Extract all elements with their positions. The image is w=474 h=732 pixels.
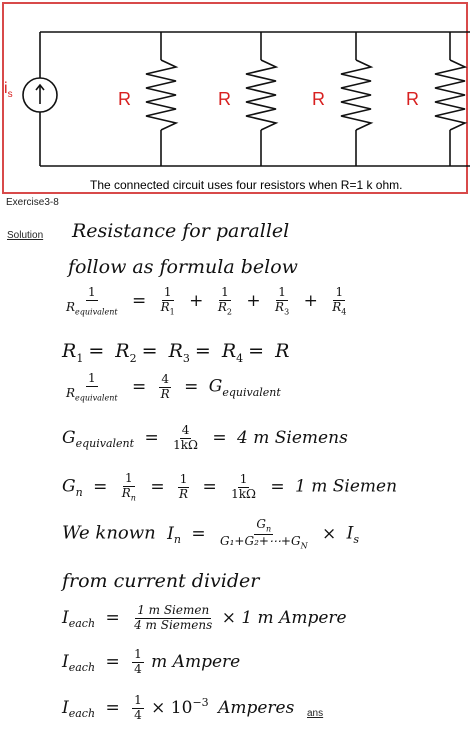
resistor-1 xyxy=(146,32,176,166)
heading-line-2: follow as formula below xyxy=(68,256,298,278)
equation-each-current: $I_{each}$ = $\frac{\text{1 m Siemen}}{\text{4 m Siemens}}$ × 1 m Ampere xyxy=(62,603,347,632)
equation-parallel-sum: $\frac{1}{R_{equivalent}}$ = $\frac{1}{R_1}$ + $\frac{1}{R_2}$ + $\frac{1}{R_3}$ + $\frac{1}{R_4}$ xyxy=(66,285,347,317)
figure-caption: The connected circuit uses four resistors when R=1 k ohm. xyxy=(90,178,403,192)
resistor-label-4: R xyxy=(406,89,419,109)
equation-each-current-fraction: $I_{each}$ = $\frac{1}{4}$ m Ampere xyxy=(62,647,241,676)
resistor-3 xyxy=(341,32,371,166)
exercise-label: Exercise3-8 xyxy=(6,197,59,208)
source-label: $i_s$ xyxy=(4,80,13,101)
solution-link[interactable]: Solution xyxy=(7,230,44,241)
circuit-diagram xyxy=(0,0,474,200)
resistor-2 xyxy=(246,32,276,166)
resistor-4 xyxy=(435,32,465,166)
ans-link[interactable]: ans xyxy=(307,708,324,719)
equation-equal-resistors: $R_1 = R_2 = R_3 = R_4 = R$ xyxy=(62,340,290,365)
equation-branch-conductance: $G_n$ = $\frac{1}{R_n}$ = $\frac{1}{R}$ = $\frac{1}{1k\Omega}$ = 1 m Siemen xyxy=(62,471,398,503)
equation-conductance-equivalent: $\frac{1}{R_{equivalent}}$ = $\frac{4}{R}$ = $G_{equivalent}$ xyxy=(66,371,281,403)
resistor-label-1: R xyxy=(118,89,131,109)
equation-conductance-value: $G_{equivalent}$ = $\frac{4}{1k\Omega}$ = 4 m Siemens xyxy=(62,423,348,452)
heading-current-divider: from current divider xyxy=(62,570,260,592)
heading-line-1: Resistance for parallel xyxy=(72,220,290,242)
equation-each-current-final: $I_{each}$ = $\frac{1}{4}$ × $10^{-3}$ Amperes xyxy=(62,693,295,722)
resistor-label-2: R xyxy=(218,89,231,109)
equation-current-divider: We known $I_n$ = $\frac{G_n}{G_1+G_2+\cdots+G_N}$ × $I_s$ xyxy=(62,517,360,550)
resistor-label-3: R xyxy=(312,89,325,109)
